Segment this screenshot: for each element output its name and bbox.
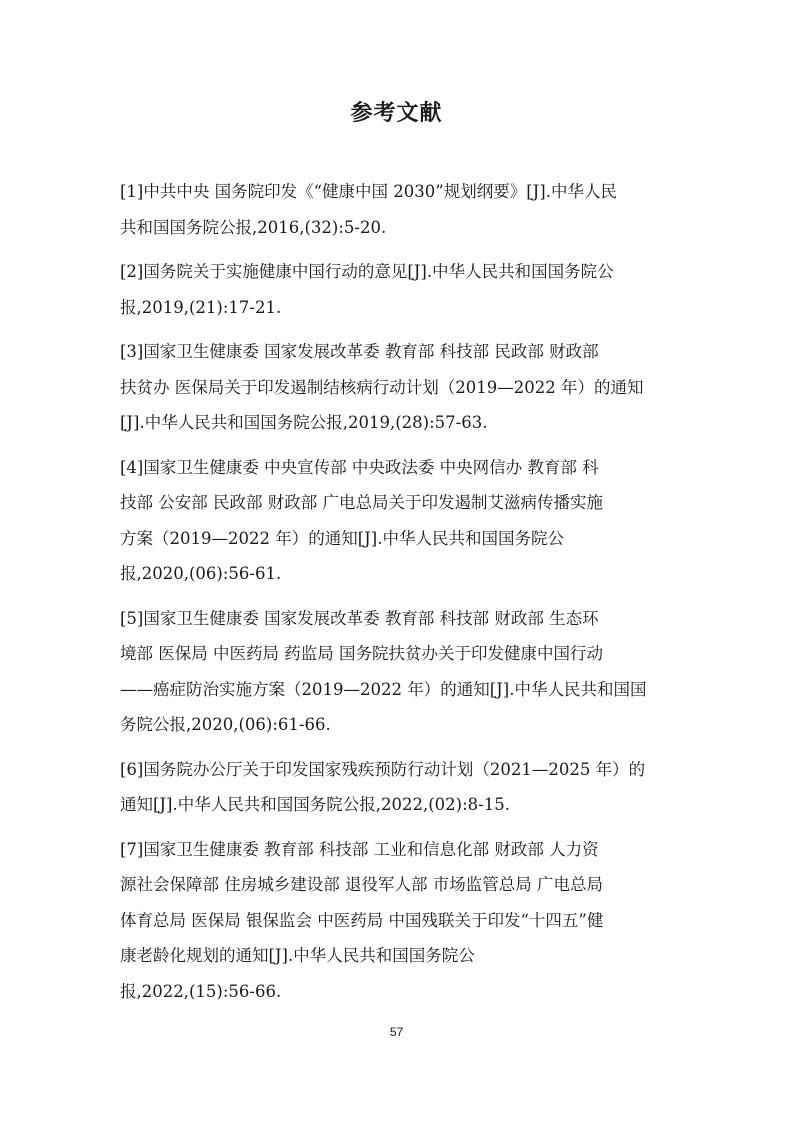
reference-item-7 (120, 832, 700, 1010)
reference-line: [4]国家卫生健康委 中央宣传部 中央政法委 中央网信办 教育部 科 (120, 457, 599, 477)
reference-item-6 (120, 752, 700, 823)
reference-line: 务院公报,2020,(06):61-66. (120, 715, 331, 734)
reference-line: 技部 公安部 民政部 财政部 广电总局关于印发遏制艾滋病传播实施 (120, 493, 603, 512)
reference-line: 报,2022,(15):56-66. (120, 981, 282, 1001)
reference-item-2 (120, 254, 700, 325)
reference-line: 源社会保障部 住房城乡建设部 退役军人部 市场监管总局 广电总局 (120, 875, 603, 894)
reference-list (120, 174, 700, 1018)
reference-line: 报,2020,(06):56-61. (120, 564, 282, 583)
reference-item-4 (120, 450, 700, 592)
reference-line: [5]国家卫生健康委 国家发展改革委 教育部 科技部 财政部 生态环 (120, 608, 599, 628)
reference-line: [1]中共中央 国务院印发《“健康中国 2030”规划纲要》[J].中华人民 (120, 182, 617, 201)
reference-item-3 (120, 334, 700, 441)
reference-line: [3]国家卫生健康委 国家发展改革委 教育部 科技部 民政部 财政部 (120, 342, 599, 361)
reference-item-5 (120, 601, 700, 743)
reference-line: [J].中华人民共和国国务院公报,2019,(28):57-63. (120, 413, 488, 432)
reference-line: 扶贫办 医保局关于印发遏制结核病行动计划（2019—2022 年）的通知 (120, 377, 644, 397)
reference-line: [7]国家卫生健康委 教育部 科技部 工业和信息化部 财政部 人力资 (120, 839, 599, 859)
reference-line: 境部 医保局 中医药局 药监局 国务院扶贫办关于印发健康中国行动 (120, 644, 603, 663)
reference-line: 体育总局 医保局 银保监会 中医药局 中国残联关于印发“十四五”健 (120, 910, 604, 930)
reference-line: ——癌症防治实施方案（2019—2022 年）的通知[J].中华人民共和国国 (120, 679, 647, 699)
reference-item-1 (120, 174, 700, 245)
reference-line: 共和国国务院公报,2016,(32):5-20. (120, 217, 387, 237)
reference-line: 通知[J].中华人民共和国国务院公报,2022,(02):8-15. (120, 795, 510, 814)
page-number: 57 (389, 1025, 404, 1039)
reference-line: 康老龄化规划的通知[J].中华人民共和国国务院公 (120, 946, 475, 965)
page-title: 参考文献 (350, 101, 443, 126)
reference-line: 报,2019,(21):17-21. (120, 297, 282, 317)
reference-line: [6]国务院办公厅关于印发国家残疾预防行动计划（2021—2025 年）的 (120, 759, 646, 779)
reference-line: [2]国务院关于实施健康中国行动的意见[J].中华人民共和国国务院公 (120, 262, 614, 281)
reference-line: 方案（2019—2022 年）的通知[J].中华人民共和国国务院公 (120, 528, 564, 548)
